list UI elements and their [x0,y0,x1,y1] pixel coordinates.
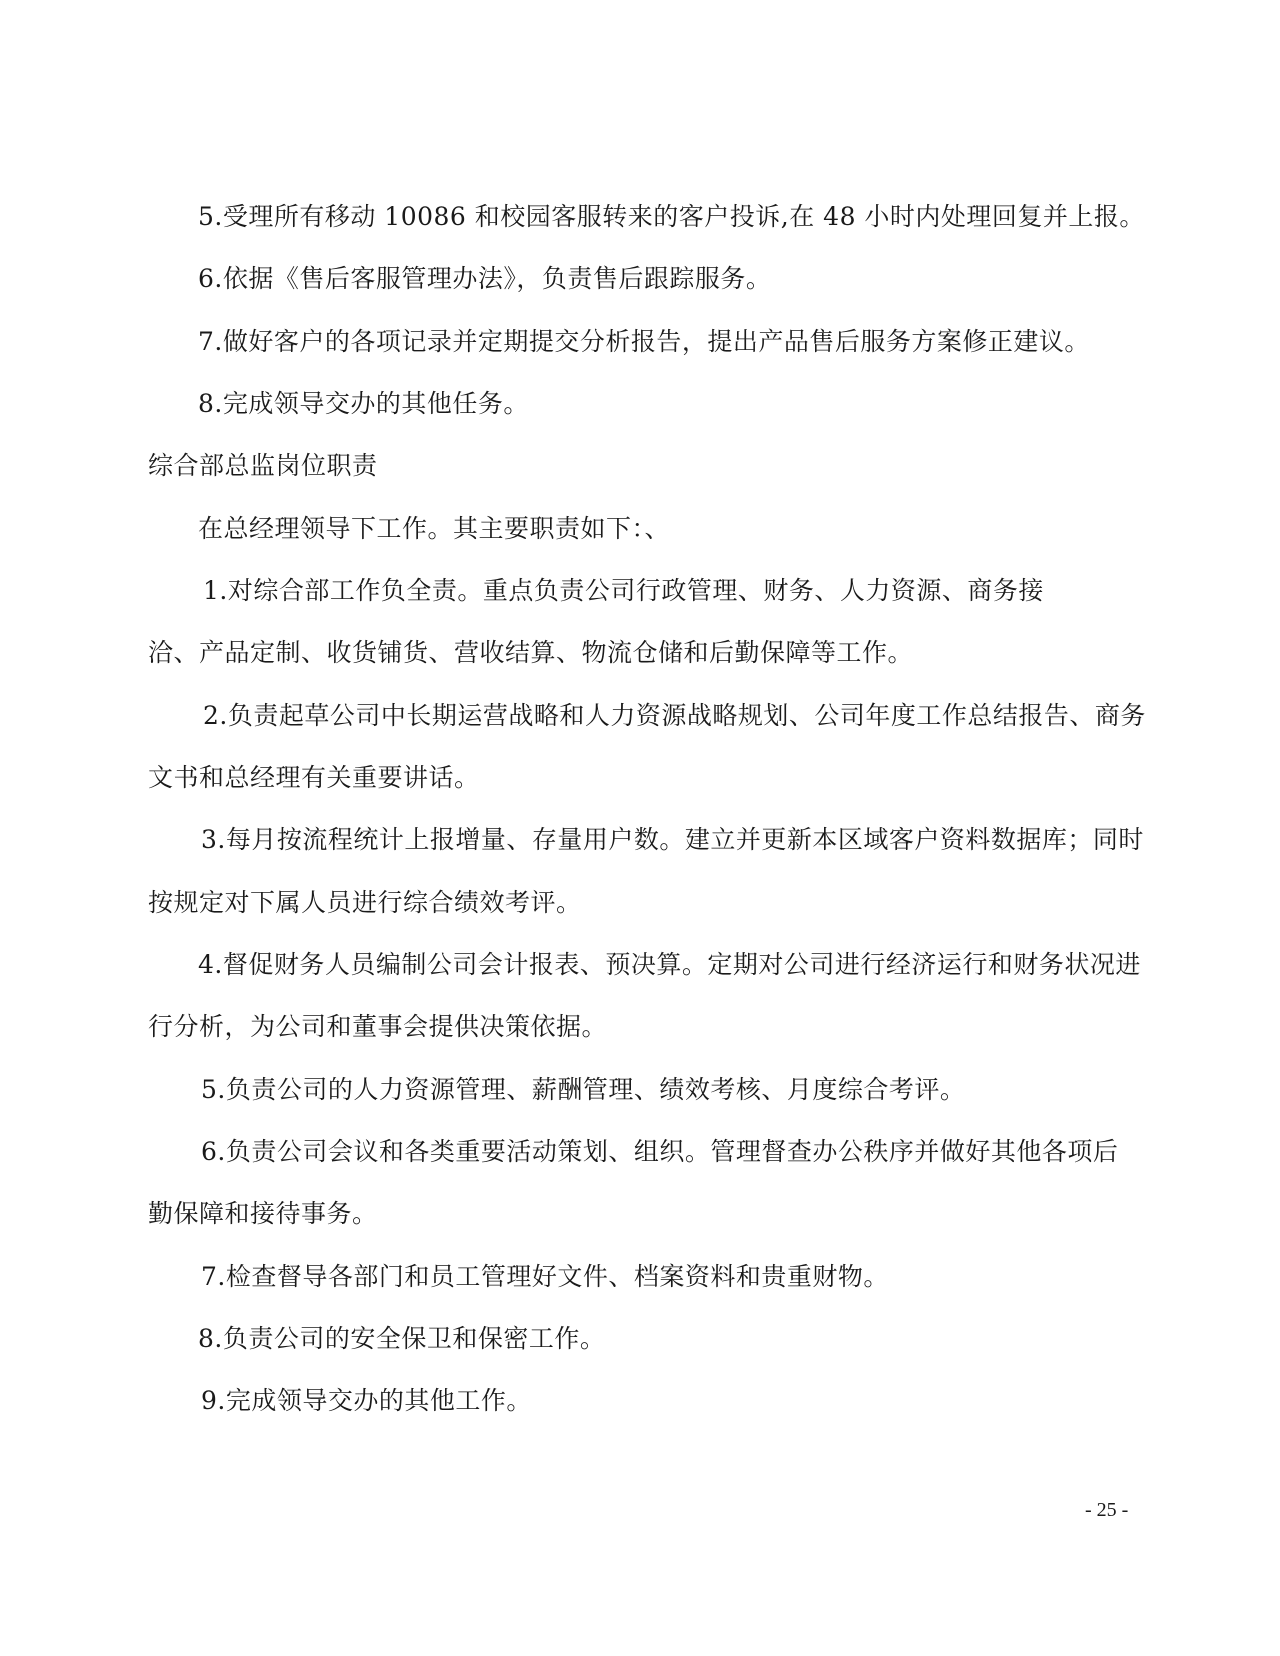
text-line-item-7-records: 7.做好客户的各项记录并定期提交分析报告，提出产品售后服务方案修正建议。 [198,327,1090,356]
duty-4-line-2: 行分析，为公司和董事会提供决策依据。 [148,1012,608,1041]
duty-2-line-1: 2.负责起草公司中长期运营战略和人力资源战略规划、公司年度工作总结报告、商务 [203,701,1146,730]
duty-7: 7.检查督导各部门和员工管理好文件、档案资料和贵重财物。 [201,1262,889,1291]
duty-1-line-2: 洽、产品定制、收货铺货、营收结算、物流仓储和后勤保障等工作。 [148,638,914,667]
text-line-item-5-complaints: 5.受理所有移动 10086 和校园客服转来的客户投诉,在 48 小时内处理回复并上报。 [198,202,1145,231]
duty-5: 5.负责公司的人力资源管理、薪酬管理、绩效考核、月度综合考评。 [201,1075,966,1104]
section-heading: 综合部总监岗位职责 [148,451,378,480]
duty-2-line-2: 文书和总经理有关重要讲话。 [148,763,480,792]
text-line-item-8-tasks: 8.完成领导交办的其他任务。 [198,389,529,418]
page-number: - 25 - [1085,1499,1129,1521]
text-line-item-6-after-sales: 6.依据《售后客服管理办法》，负责售后跟踪服务。 [198,264,772,293]
duty-3-line-2: 按规定对下属人员进行综合绩效考评。 [148,888,582,917]
duty-6-line-1: 6.负责公司会议和各类重要活动策划、组织。管理督查办公秩序并做好其他各项后 [201,1137,1119,1166]
intro-paragraph: 在总经理领导下工作。其主要职责如下：、 [198,514,671,543]
duty-1-line-1: 1.对综合部工作负全责。重点负责公司行政管理、财务、人力资源、商务接 [203,576,1044,605]
duty-3-line-1: 3.每月按流程统计上报增量、存量用户数。建立并更新本区域客户资料数据库；同时 [201,825,1144,854]
duty-8: 8.负责公司的安全保卫和保密工作。 [198,1324,606,1353]
duty-4-line-1: 4.督促财务人员编制公司会计报表、预决算。定期对公司进行经济运行和财务状况进 [198,950,1141,979]
duty-9: 9.完成领导交办的其他工作。 [201,1386,532,1415]
duty-6-line-2: 勤保障和接待事务。 [148,1199,378,1228]
